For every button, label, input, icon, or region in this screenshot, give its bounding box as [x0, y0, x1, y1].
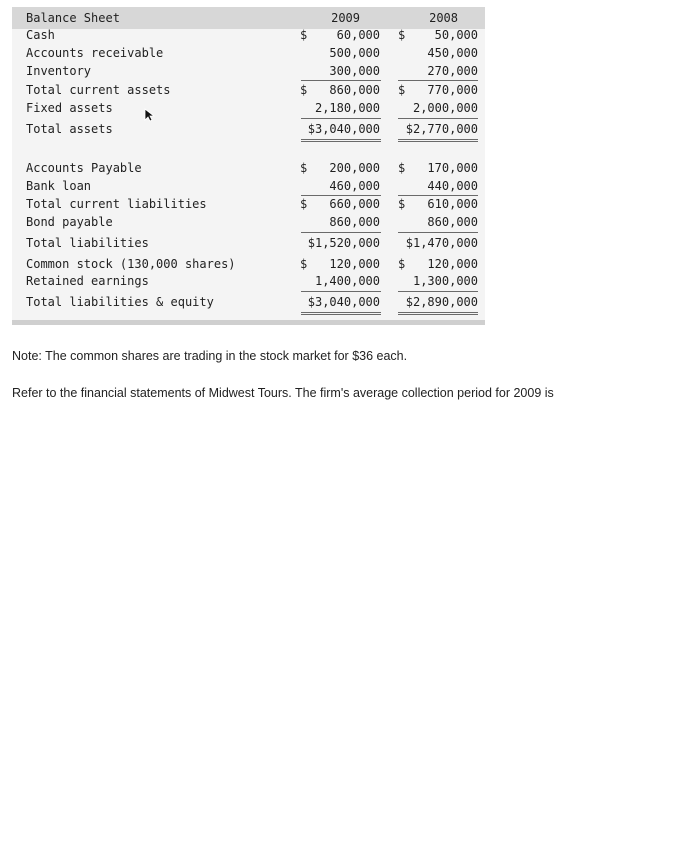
- total-current-assets-2009-value: 860,000: [329, 83, 380, 97]
- question-text: Refer to the financial statements of Midwest Tours. The firm's average collection period for 2009 is: [12, 386, 554, 400]
- row-label-bond-payable: Bond payable: [26, 215, 113, 229]
- bond-payable-2008-value: 860,000: [427, 215, 478, 229]
- common-stock-2008-value: 120,000: [427, 257, 478, 271]
- accounts-payable-2009-currency: $: [300, 161, 308, 175]
- total-liabilities-equity-2008-value: $2,890,000: [405, 295, 478, 309]
- table-bottom-bar: [12, 320, 485, 325]
- common-stock-2008-currency: $: [398, 257, 406, 271]
- total-current-liabilities-2009-value: 660,000: [329, 197, 380, 211]
- accounts-payable-2009-value: 200,000: [329, 161, 380, 175]
- total-current-assets-2008-value: 770,000: [427, 83, 478, 97]
- cash-2008-currency: $: [398, 28, 406, 42]
- row-label-total-liabilities: Total liabilities: [26, 236, 149, 250]
- total-liabilities-2009-value: $1,520,000: [307, 236, 380, 250]
- double-underline-total-le-2008: [398, 312, 478, 315]
- total-current-assets-2009-currency: $: [300, 83, 308, 97]
- retained-earnings-2009-value: 1,400,000: [314, 274, 380, 288]
- underline-inventory-2009: [301, 80, 381, 81]
- total-assets-2009-value: $3,040,000: [307, 122, 380, 136]
- year-2009-header: 2009: [331, 11, 360, 25]
- cash-2009-value: 60,000: [336, 28, 380, 42]
- fixed-assets-2009-value: 2,180,000: [314, 101, 380, 115]
- underline-retained-earnings-2008: [398, 291, 478, 292]
- inventory-2009-value: 300,000: [329, 64, 380, 78]
- total-liabilities-equity-2009-value: $3,040,000: [307, 295, 380, 309]
- cash-2008-value: 50,000: [434, 28, 478, 42]
- total-current-liabilities-2008-currency: $: [398, 197, 406, 211]
- total-current-assets-2008-currency: $: [398, 83, 406, 97]
- row-label-total-liabilities-equity: Total liabilities & equity: [26, 295, 214, 309]
- row-label-fixed-assets: Fixed assets: [26, 101, 113, 115]
- accounts-receivable-2009-value: 500,000: [329, 46, 380, 60]
- accounts-payable-2008-value: 170,000: [427, 161, 478, 175]
- cash-2009-currency: $: [300, 28, 308, 42]
- row-label-accounts-receivable: Accounts receivable: [26, 46, 164, 60]
- balance-sheet-title: Balance Sheet: [26, 11, 120, 25]
- row-label-total-current-assets: Total current assets: [26, 83, 171, 97]
- common-stock-2009-currency: $: [300, 257, 308, 271]
- total-assets-2008-value: $2,770,000: [405, 122, 478, 136]
- underline-fixed-assets-2009: [301, 118, 381, 119]
- row-label-bank-loan: Bank loan: [26, 179, 92, 193]
- double-underline-total-assets-2008: [398, 139, 478, 142]
- fixed-assets-2008-value: 2,000,000: [412, 101, 478, 115]
- double-underline-total-assets-2009: [301, 139, 381, 142]
- total-current-liabilities-2009-currency: $: [300, 197, 308, 211]
- total-liabilities-2008-value: $1,470,000: [405, 236, 478, 250]
- mouse-pointer-icon: [144, 108, 156, 122]
- underline-bond-payable-2008: [398, 232, 478, 233]
- retained-earnings-2008-value: 1,300,000: [412, 274, 478, 288]
- underline-retained-earnings-2009: [301, 291, 381, 292]
- underline-fixed-assets-2008: [398, 118, 478, 119]
- balance-sheet-table: [12, 7, 485, 325]
- note-text: Note: The common shares are trading in the stock market for $36 each.: [12, 349, 408, 363]
- bank-loan-2008-value: 440,000: [427, 179, 478, 193]
- accounts-receivable-2008-value: 450,000: [427, 46, 478, 60]
- year-2008-header: 2008: [429, 11, 458, 25]
- row-label-common-stock: Common stock (130,000 shares): [26, 257, 236, 271]
- double-underline-total-le-2009: [301, 312, 381, 315]
- row-label-cash: Cash: [26, 28, 55, 42]
- row-label-inventory: Inventory: [26, 64, 92, 78]
- underline-inventory-2008: [398, 80, 478, 81]
- row-label-total-assets: Total assets: [26, 122, 113, 136]
- bank-loan-2009-value: 460,000: [329, 179, 380, 193]
- accounts-payable-2008-currency: $: [398, 161, 406, 175]
- common-stock-2009-value: 120,000: [329, 257, 380, 271]
- underline-bond-payable-2009: [301, 232, 381, 233]
- row-label-total-current-liabilities: Total current liabilities: [26, 197, 207, 211]
- bond-payable-2009-value: 860,000: [329, 215, 380, 229]
- total-current-liabilities-2008-value: 610,000: [427, 197, 478, 211]
- inventory-2008-value: 270,000: [427, 64, 478, 78]
- row-label-retained-earnings: Retained earnings: [26, 274, 149, 288]
- row-label-accounts-payable: Accounts Payable: [26, 161, 142, 175]
